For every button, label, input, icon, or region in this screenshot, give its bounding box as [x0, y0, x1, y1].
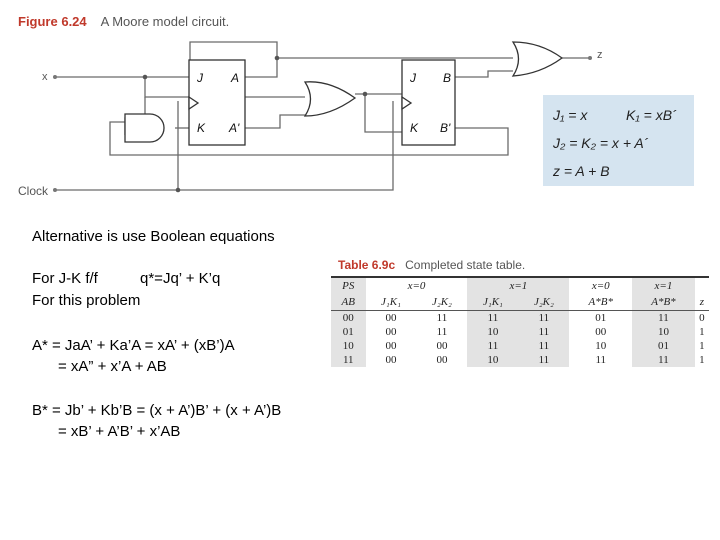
table-header-cell: x=1: [467, 277, 569, 294]
wire-aprime-feedback: [245, 115, 305, 128]
table-header-cell: J₁K₁: [366, 294, 417, 311]
and-gate: [125, 114, 164, 142]
problem-label: For this problem: [32, 292, 141, 309]
table-header-cell: J₂K₂: [416, 294, 467, 311]
figure-label: Figure 6.24: [18, 14, 87, 29]
table-cell: 01: [595, 312, 607, 324]
table-cell: 11: [632, 311, 695, 326]
table-cell: 00: [385, 326, 397, 338]
clock-label: Clock: [18, 184, 49, 198]
wire-a-to-or1: [245, 58, 513, 77]
table-cell: 00: [385, 312, 397, 324]
table-cell: 11: [518, 339, 569, 353]
equation-j1: J₁ = x: [553, 107, 588, 123]
table-cell: 00: [436, 354, 448, 366]
table-cell: 11: [467, 339, 518, 353]
table-cell: 11: [331, 353, 366, 367]
table-header-cell: [695, 277, 709, 294]
junction-dot: [275, 56, 280, 61]
table-header-cell: PS: [331, 277, 366, 294]
or-gate-jk2: [305, 82, 355, 116]
junction-dot: [143, 75, 148, 80]
table-header-cell: J₂K₂: [518, 294, 569, 311]
table-cell: 10: [595, 340, 607, 352]
table-row: [331, 353, 709, 367]
table-cell: 01: [632, 339, 695, 353]
table-cell: 10: [331, 339, 366, 353]
table-caption-text: Completed state table.: [405, 258, 526, 272]
input-x-label: x: [42, 71, 48, 83]
equation-k1: K₁ = xB´: [626, 107, 677, 123]
table-cell: 01: [331, 325, 366, 339]
table-header-cell: x=1: [632, 277, 695, 294]
table-cell: 10: [467, 325, 518, 339]
ff-a-qn-pin: A': [229, 121, 240, 135]
state-table: [331, 276, 709, 367]
ff-b-q-pin: B: [443, 71, 452, 85]
table-cell: 11: [632, 353, 695, 367]
table-header-cell: x=0: [591, 280, 610, 292]
table-header-row-1: [331, 277, 709, 294]
input-terminal-clock: [53, 188, 57, 192]
figure-caption-text: A Moore model circuit.: [100, 14, 230, 29]
ff-b-qn-pin: B': [440, 121, 451, 135]
wire-jk-common: [365, 94, 402, 132]
ff-b-j-pin: J: [410, 71, 416, 85]
table-header-cell: z: [695, 294, 709, 311]
table-cell: 11: [518, 325, 569, 339]
table-cell: 00: [385, 354, 397, 366]
a-next-state-line2: = xA” + x’A + AB: [58, 358, 167, 375]
table-row: [331, 311, 709, 326]
jk-label: For J-K f/f: [32, 270, 98, 287]
table-cell: 11: [436, 326, 448, 338]
equation-j2k2: J₂ = K₂ = x + A´: [553, 135, 649, 151]
table-cell: 00: [331, 311, 366, 326]
table-cell: 10: [467, 353, 518, 367]
table-header-cell: A*B*: [569, 294, 632, 311]
table-header-cell: x=0: [407, 280, 426, 292]
table-cell: 11: [595, 354, 607, 366]
table-cell: 1: [699, 340, 705, 352]
table-cell: 11: [467, 311, 518, 326]
table-cell: 11: [518, 311, 569, 326]
input-terminal-x: [53, 75, 57, 79]
output-z-label: z: [597, 49, 603, 61]
or-gate-z: [513, 42, 562, 76]
ff-a-k-pin: K: [197, 121, 206, 135]
ff-a-q-pin: A: [231, 71, 240, 85]
table-row: [331, 325, 709, 339]
table-cell: 10: [632, 325, 695, 339]
table-cell: 00: [595, 326, 607, 338]
notes-heading: Alternative is use Boolean equations: [32, 228, 275, 245]
table-row: [331, 339, 709, 353]
equations-panel: [543, 95, 694, 186]
table-cell: 1: [699, 326, 705, 338]
table-cell: 11: [518, 353, 569, 367]
table-header-cell: J₁K₁: [467, 294, 518, 311]
table-label: Table 6.9c: [338, 258, 396, 272]
ff-b-k-pin: K: [410, 121, 419, 135]
jk-characteristic-equation: q*=Jq’ + K’q: [140, 270, 221, 287]
junction-dot: [176, 188, 181, 193]
output-terminal-z: [588, 56, 592, 60]
table-header-row-2: [331, 294, 709, 311]
a-next-state-line1: A* = JaA’ + Ka’A = xA’ + (xB’)A: [32, 337, 235, 354]
table-header-cell: A*B*: [632, 294, 695, 311]
b-next-state-line2: = xB’ + A’B’ + x’AB: [58, 423, 181, 440]
table-header-cell: AB: [331, 294, 366, 311]
b-next-state-line1: B* = Jb’ + Kb’B = (x + A’)B’ + (x + A’)B: [32, 402, 282, 419]
junction-dot: [363, 92, 368, 97]
table-cell: 00: [385, 340, 397, 352]
wire-b-to-or1: [455, 71, 513, 77]
table-cell: 1: [699, 354, 705, 366]
table-caption: [338, 258, 525, 272]
table-cell: 00: [436, 340, 448, 352]
ff-a-j-pin: J: [197, 71, 203, 85]
table-cell: 11: [436, 312, 448, 324]
equation-z: z = A + B: [553, 163, 610, 179]
table-cell: 0: [699, 312, 705, 324]
